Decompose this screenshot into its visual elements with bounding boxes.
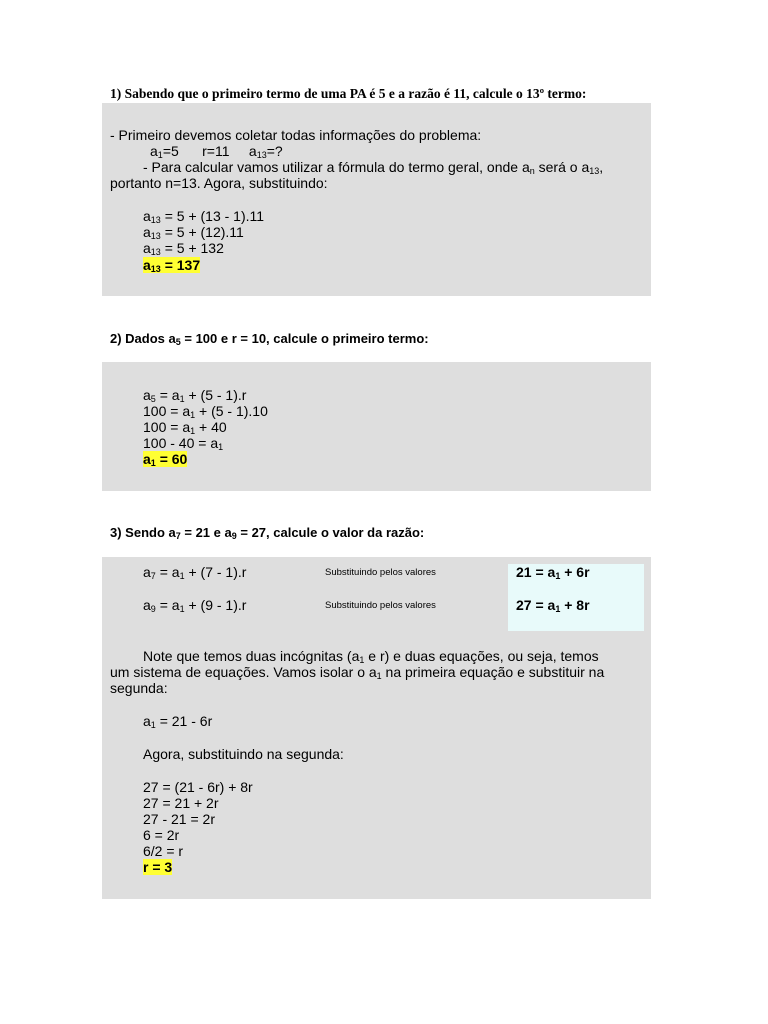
system-equation-2: $27 = a_1 + 8r$ — [516, 597, 590, 614]
q2-line-1: $a_5 = a_1 + (5 - 1).r$ — [143, 387, 247, 404]
q2-line-4: $100 - 40 = a_1$ — [143, 435, 224, 452]
question-1-title: 1) Sabendo que o primeiro termo de uma PA é 5 e a razão é 11, calcule o 13º termo: — [110, 86, 587, 101]
question-3-title: 3) Sendo $a_7 = 21$ e $a_9 = 27$, calcule o valor da razão: — [110, 525, 425, 541]
q3-equation-1: $a_7 = a_1 + (7 - 1).r$ — [143, 564, 247, 581]
system-equation-1: $21 = a_1 + 6r$ — [516, 564, 590, 581]
q2-line-3: $100 = a_1 + 40$ — [143, 419, 227, 436]
question-2-title: 2) Dados $a_5 = 100$ e r = 10, calcule o primeiro termo: — [110, 331, 429, 347]
q3-step-5: 6/2 = r — [143, 843, 184, 859]
q3-note-line-2: um sistema de equações. Vamos isolar o $a_1$ na primeira equação e substituir na — [110, 664, 605, 681]
q3-agora: Agora, substituindo na segunda: — [143, 746, 344, 762]
q3-note-line-1: Note que temos duas incógnitas ($a_1$ e r) e duas equações, ou seja, temos — [143, 648, 599, 665]
q3-step-3: 27 - 21 = 2r — [143, 811, 215, 827]
q2-answer: $a_1 = 60$ — [143, 451, 188, 468]
q3-substitution-label-2: Substituindo pelos valores — [325, 600, 436, 611]
q3-note-line-3: segunda: — [110, 680, 168, 696]
q2-line-2: $100 = a_1 + (5 - 1).10$ — [143, 403, 268, 420]
q3-step-1: 27 = (21 - 6r) + 8r — [143, 779, 253, 795]
q1-data: $a_1=5$ r=11 $a_{13}=$? — [150, 143, 283, 160]
q3-equation-2: $a_9 = a_1 + (9 - 1).r$ — [143, 597, 247, 614]
q3-step-4: 6 = 2r — [143, 827, 180, 843]
q1-step-3: $a_{13} = 5 + 132$ — [143, 240, 224, 257]
q1-paragraph-1: - Para calcular vamos utilizar a fórmula do termo geral, onde $a_n$ será o $a_{13}$, — [143, 159, 604, 176]
q1-step-1: $a_{13} = 5 + (13 - 1).11$ — [143, 208, 265, 225]
q1-intro: - Primeiro devemos coletar todas informações do problema: — [110, 127, 482, 143]
q3-step-2: 27 = 21 + 2r — [143, 795, 219, 811]
q3-answer: r = 3 — [143, 859, 173, 875]
q1-paragraph-2: portanto n=13. Agora, substituindo: — [110, 175, 328, 191]
q3-substitution-label-1: Substituindo pelos valores — [325, 567, 436, 578]
q3-isolation: $a_1 = 21 - 6r$ — [143, 713, 213, 730]
q1-step-2: $a_{13} = 5 + (12).11$ — [143, 224, 244, 241]
q1-answer: $a_{13} = 137$ — [143, 257, 201, 274]
